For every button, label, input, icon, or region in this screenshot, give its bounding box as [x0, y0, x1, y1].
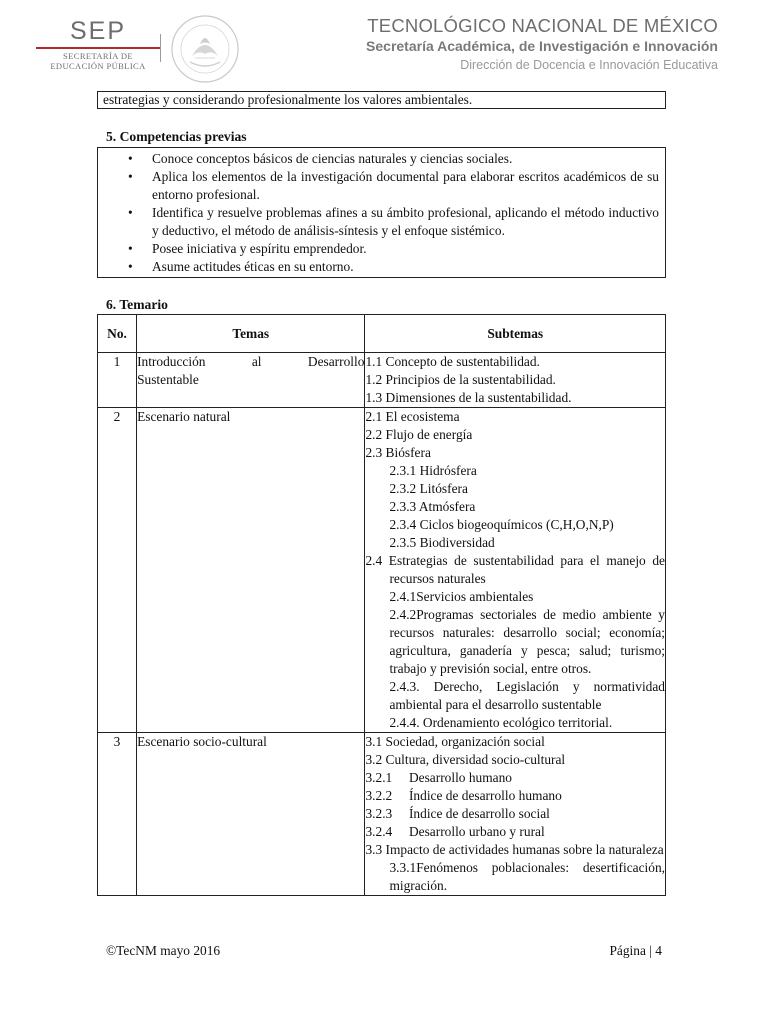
row-tema: Escenario natural [137, 408, 365, 733]
secretaria-name: Secretaría Académica, de Investigación e Innovación [366, 38, 718, 54]
bullet-icon: • [128, 241, 133, 256]
sep-subtitle-1: SECRETARÍA DE [63, 51, 133, 61]
table-header-row [98, 315, 666, 353]
list-item: • Asume actitudes éticas en su entorno. [128, 259, 354, 274]
row-subtemas: 2.1 El ecosistema 2.2 Flujo de energía 2.3 Biósfera 2.3.1 Hidrósfera 2.3.2 Litósfera 2.3.3 Atmósfera 2.3.4 Ciclos biogeoquímicos (C,H,O,N,P) 2.3.5 Biodiversidad 2.4 Estrategias de sustentabilidad para el manejo de recursos naturales 2.4.1Servicios ambientales 2.4.2Programas sectoriales de medio ambiente y recursos naturales: desarrollo social; economía; agricultura, ganadería y pesca; salud; turismo; trabajo y previsión social, entre otros. 2.4.3. Derecho, Legislación y normatividad ambiental para el desarrollo sustentable 2.4.4. Ordenamiento ecológico territorial. [365, 408, 666, 733]
section-6-title: 6. Temario [106, 297, 168, 312]
competencias-box [97, 147, 666, 278]
row-tema: Escenario socio-cultural [137, 733, 365, 896]
bullet-icon: • [128, 205, 133, 220]
header-divider [160, 34, 161, 62]
bullet-icon: • [128, 259, 133, 274]
page-header [0, 0, 768, 88]
header-subtemas: Subtemas [365, 315, 666, 353]
header-temas: Temas [137, 315, 365, 353]
previous-section-continuation: estrategias y considerando profesionalmente los valores ambientales. [97, 91, 666, 109]
direccion-name: Dirección de Docencia e Innovación Educativa [460, 58, 718, 72]
table-row [98, 353, 666, 408]
sep-logo [34, 18, 162, 71]
list-item: • Aplica los elementos de la investigación documental para elaborar escritos académicos de su entorno profesional. [128, 169, 659, 202]
sep-red-rule [36, 47, 160, 49]
section-5-title: 5. Competencias previas [106, 129, 247, 144]
row-tema: Introducción al Desarrollo Sustentable [137, 353, 365, 408]
national-seal-icon [170, 14, 240, 84]
sep-subtitle-2: EDUCACIÓN PÚBLICA [50, 61, 146, 71]
row-subtemas: 3.1 Sociedad, organización social 3.2 Cultura, diversidad socio-cultural 3.2.1 Desarrollo humano 3.2.2 Índice de desarrollo humano 3.2.3 Índice de desarrollo social 3.2.4 Desarrollo urbano y rural 3.3 Impacto de actividades humanas sobre la naturaleza 3.3.1Fenómenos poblacionales: desertificación, migración. [365, 733, 666, 896]
institution-name: TECNOLÓGICO NACIONAL DE MÉXICO [367, 15, 718, 36]
row-subtemas: 1.1 Concepto de sustentabilidad. 1.2 Principios de la sustentabilidad. 1.3 Dimensiones de la sustentabilidad. [365, 353, 666, 408]
bullet-icon: • [128, 169, 133, 184]
temario-table [97, 314, 666, 896]
bullet-icon: • [128, 151, 133, 166]
competencias-list [98, 150, 659, 276]
footer-copyright: ©TecNM mayo 2016 [106, 943, 221, 958]
sep-wordmark: SEP [69, 17, 127, 45]
row-number: 3 [98, 733, 137, 896]
row-number: 2 [98, 408, 137, 733]
row-number: 1 [98, 353, 137, 408]
table-row [98, 408, 666, 733]
header-titles [366, 15, 718, 74]
list-item: • Identifica y resuelve problemas afines a su ámbito profesional, aplicando el método inductivo y deductivo, el método de análisis-síntesis y el enfoque sistémico. [128, 205, 659, 238]
list-item: • Posee iniciativa y espíritu emprendedor. [128, 241, 367, 256]
footer-page-number: Página | 4 [609, 943, 662, 958]
table-row [98, 733, 666, 896]
list-item: • Conoce conceptos básicos de ciencias naturales y ciencias sociales. [128, 151, 513, 166]
header-no: No. [98, 315, 137, 353]
